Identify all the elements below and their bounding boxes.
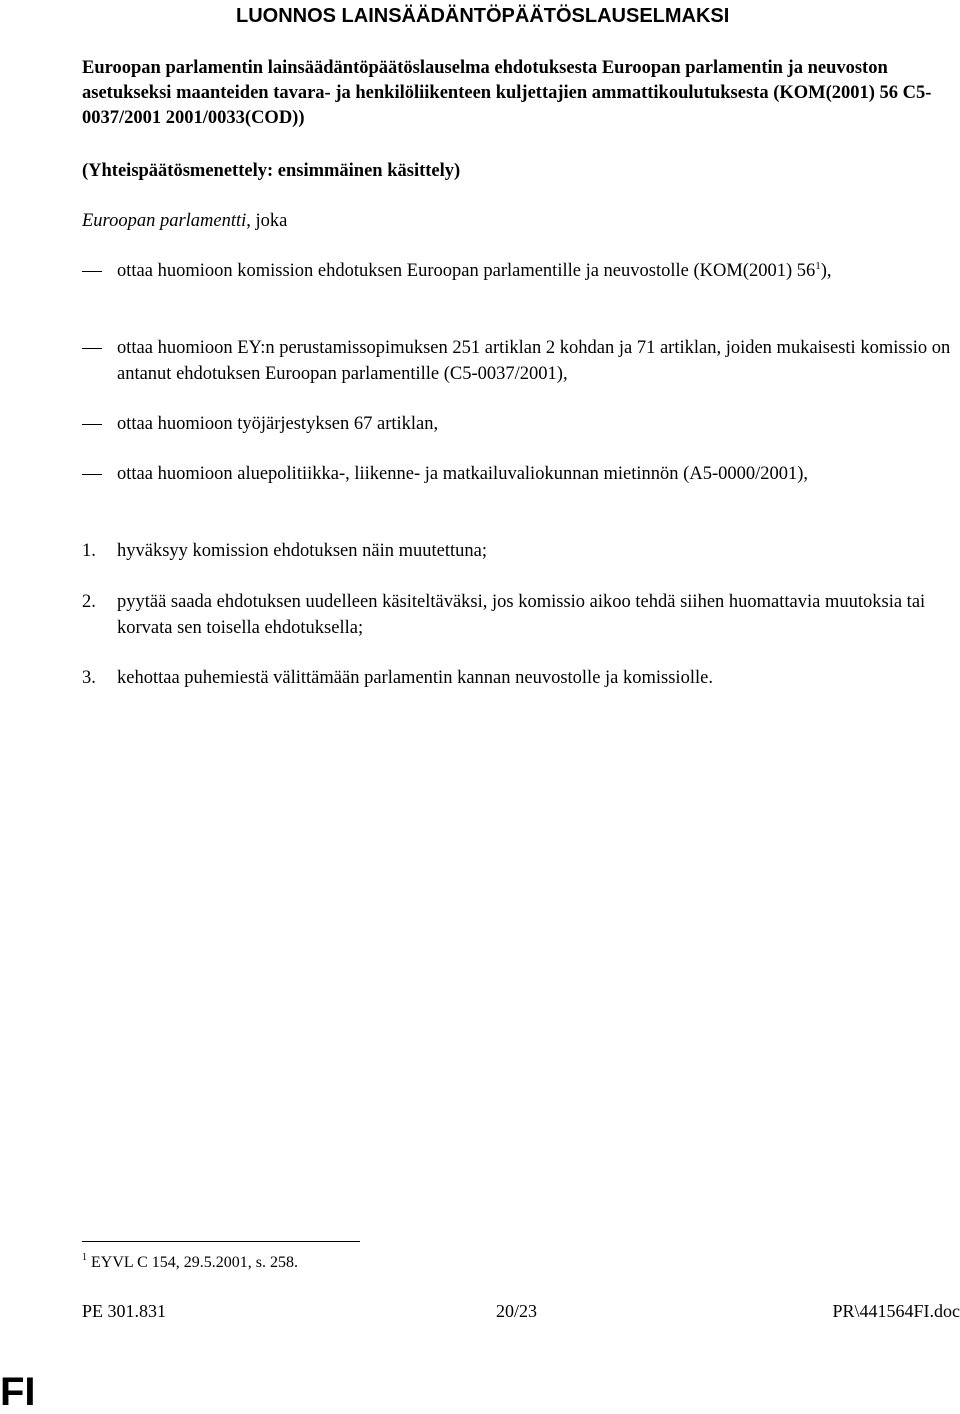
intro-rest: , joka (246, 211, 288, 231)
footer-filename: PR\441564FI.doc (832, 1301, 960, 1321)
citation-text-end: ), (820, 261, 832, 281)
citation-text: ottaa huomioon työjärjestyksen 67 artiklan, (117, 414, 439, 434)
point-text: pyytää saada ehdotuksen uudelleen käsiteltäväksi, jos komissio aikoo tehdä siihen huomattavia muutoksia tai korvata sen toisella ehdotuksella; (117, 592, 926, 638)
footnote-text: EYVL C 154, 29.5.2001, s. 258. (91, 1254, 298, 1271)
footnote-number: 1 (82, 1252, 87, 1263)
footer-page-number: 20/23 (496, 1301, 538, 1321)
citation-item (82, 335, 952, 387)
dash-marker (82, 258, 117, 284)
dash-marker (82, 411, 117, 437)
point-number: 3. (82, 668, 96, 688)
draft-resolution-heading: LUONNOS LAINSÄÄDÄNTÖPÄÄTÖSLAUSELMAKSI (236, 5, 730, 27)
citation-text: ottaa huomioon komission ehdotuksen Euroopan parlamentille ja neuvostolle (KOM(2001) 56 (117, 261, 816, 281)
citation-item (82, 411, 952, 437)
point-number: 2. (82, 592, 96, 612)
citation-item (82, 461, 952, 487)
numbered-point (82, 665, 952, 691)
footer-reference: PE 301.831 (82, 1301, 167, 1321)
intro-line (82, 209, 287, 234)
footnote (82, 1252, 298, 1274)
point-text: hyväksyy komission ehdotuksen näin muutettuna; (117, 541, 487, 561)
dash-marker (82, 335, 117, 387)
intro-subject: Euroopan parlamentti (82, 211, 247, 231)
citation-text: ottaa huomioon aluepolitiikka-, liikenne- ja matkailuvaliokunnan mietinnön (A5-0000/2001), (117, 464, 809, 484)
citation-item (82, 258, 952, 284)
resolution-title: Euroopan parlamentin lainsäädäntöpäätöslauselma ehdotuksesta Euroopan parlamentin ja neuvoston asetukseksi maanteiden tavara- ja henkilöliikenteen kuljettajien ammattikoulutuksesta (KOM(2001) 56 C5-0037/2001 2001/0033(COD)) (82, 58, 932, 128)
numbered-point (82, 538, 952, 564)
footnote-separator (82, 1241, 360, 1242)
dash-marker (82, 461, 117, 487)
language-code: FI (0, 1370, 36, 1414)
numbered-point (82, 589, 952, 641)
citation-text: ottaa huomioon EY:n perustamissopimuksen 251 artiklan 2 kohdan ja 71 artiklan, joiden mukaisesti komissio on antanut ehdotuksen Euroopan parlamentille (C5-0037/2001), (117, 338, 951, 384)
point-number: 1. (82, 541, 96, 561)
point-text: kehottaa puhemiestä välittämään parlamentin kannan neuvostolle ja komissiolle. (117, 668, 713, 688)
procedure-note: (Yhteispäätösmenettely: ensimmäinen käsittely) (82, 161, 461, 181)
footnote-ref[interactable]: 1 (815, 260, 821, 272)
